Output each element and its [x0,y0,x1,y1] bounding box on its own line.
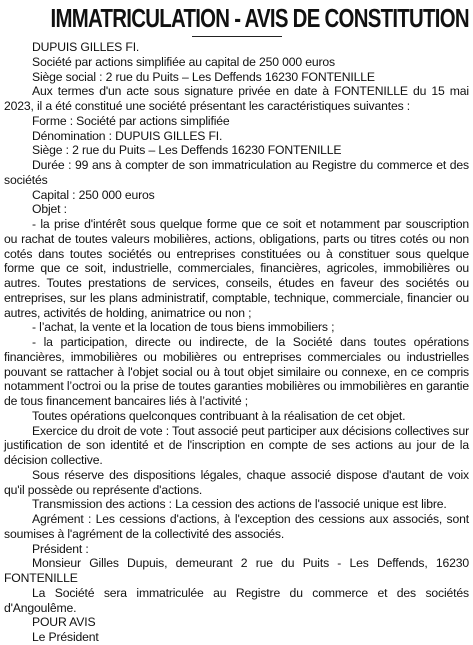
legal-form: Forme : Société par actions simplifiée [32,113,230,128]
voting-reserve: Sous réserve des dispositions légales, chaque associé dispose d'autant de voix qu'il possède ou représente d'actions. [4,467,469,497]
notice-body [4,40,469,645]
registered-office: Siège social : 2 rue du Puits – Les Deffends 16230 FONTENILLE [32,69,375,84]
president-details: Monsieur Gilles Dupuis, demeurant 2 rue du Puits - Les Deffends, 16230 FONTENILLE [4,556,469,585]
purpose-closing: Toutes opérations quelconques contribuant à la réalisation de cet objet. [32,408,406,423]
signatory: Le Président [32,630,99,644]
registration-notice: La Société sera immatriculée au Registre du commerce et des sociétés d'Angoulême. [4,585,469,615]
purpose-item-holding: - la prise d'intérêt sous quelque forme que ce soit et notamment par souscription ou rachat de toutes valeurs mobilières, actions, obligations, parts ou titres cotés ou non cotés dans toutes sociétés ou entreprises constituées ou à constituer sous quelque forme que ce soit, industrielle, commerciales, financières, agricoles, immobilières ou autres. Toutes prestations de services, conseils, études en faveur des sociétés ou entreprises, sur les plans administratif, comptable, technique, commerciale, financier ou autres, activités de holding, animatrice ou non ; [4,217,469,320]
title-divider [192,36,282,37]
duration: Durée : 99 ans à compter de son immatriculation au Registre du commerce et des sociétés [4,158,469,187]
denomination: Dénomination : DUPUIS GILLES FI. [32,128,223,143]
company-form-capital: Société par actions simplifiée au capital de 250 000 euros [32,54,335,69]
purpose-item-real-estate: - l’achat, la vente et la location de tous biens immobiliers ; [32,320,335,335]
approval-clause: Agrément : Les cessions d'actions, à l'exception des cessions aux associés, sont soumises à l'agrément de la collectivité des associés. [4,512,469,541]
capital: Capital : 250 000 euros [32,187,155,202]
company-name: DUPUIS GILLES FI. [32,40,140,54]
pour-avis: POUR AVIS [32,615,96,630]
voting-rights: Exercice du droit de vote : Tout associé peut participer aux décisions collectives sur justification de son identité et de l'inscription en compte de ses actions au jour de la décision collective. [4,423,469,467]
deed-statement: Aux termes d'un acte sous signature privée en date à FONTENILLE du 15 mai 2023, il a été constitué une société présentant les caractéristiques suivantes : [4,84,469,113]
president-heading: Président : [32,541,89,556]
share-transfer: Transmission des actions : La cession des actions de l'associé unique est libre. [32,497,447,512]
purpose-heading: Objet : [32,202,67,217]
head-office: Siège : 2 rue du Puits – Les Deffends 16230 FONTENILLE [32,143,342,158]
purpose-item-participation: - la participation, directe ou indirecte, de la Société dans toutes opérations financières, immobilières ou mobilières ou entreprises commerciales ou industrielles pouvant se rattacher à l'objet social ou à tout objet similaire ou connexe, en ce compris notamment l’octroi ou la prise de toutes garanties mobilières ou immobilières en garantie de tous financement bancaires liés à l’activité ; [4,335,469,408]
notice-title: IMMATRICULATION - AVIS DE CONSTITUTION [50,5,469,33]
